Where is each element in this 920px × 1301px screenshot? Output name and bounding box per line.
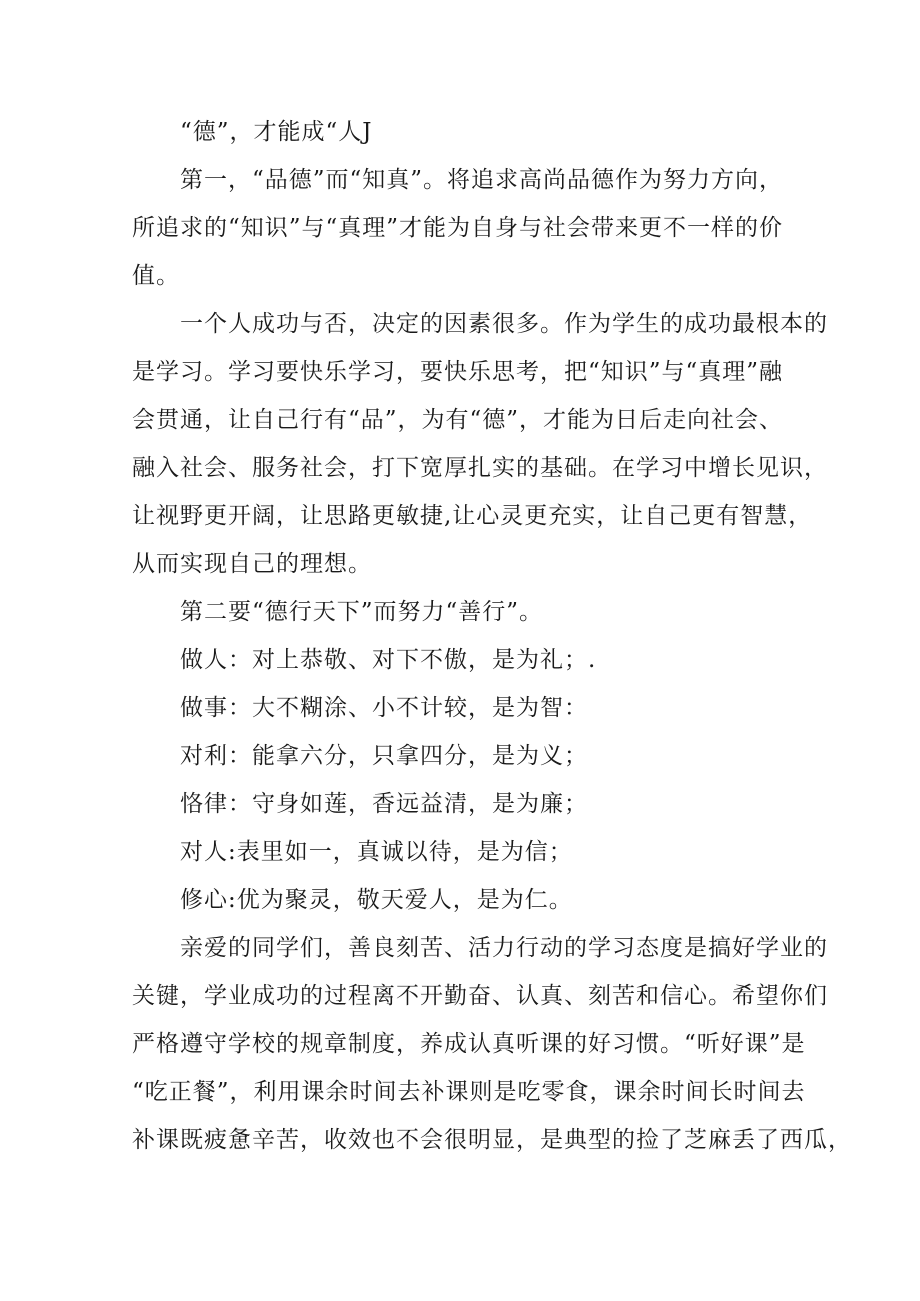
text-line: “德”，才能成“人J xyxy=(180,119,373,145)
text-line: 融入社会、服务社会，打下宽厚扎实的基础。在学习中增长见识， xyxy=(132,455,828,481)
text-line: 严格遵守学校的规章制度，养成认真听课的好习惯。“听好课”是 xyxy=(132,1031,806,1057)
text-line: 对人:表里如一，真诚以待，是为信； xyxy=(180,839,573,865)
text-line: 恪律：守身如莲，香远益清，是为廉； xyxy=(180,791,588,817)
text-line: 会贯通，让自己行有“品”，为有“德”，才能为日后走向社会、 xyxy=(132,407,784,433)
text-line: 做事：大不糊涂、小不计较，是为智： xyxy=(180,695,588,721)
text-line: 是学习。学习要快乐学习，要快乐思考，把“知识”与“真理”融 xyxy=(132,359,784,385)
text-line: 关键，学业成功的过程离不开勤奋、认真、刻苦和信心。希望你们 xyxy=(132,983,828,1009)
text-line: 补课既疲惫辛苦，收效也不会很明显，是典型的捡了芝麻丢了西瓜， xyxy=(132,1127,852,1153)
text-line: “吃正餐”，利用课余时间去补课则是吃零食，课余时间长时间去 xyxy=(132,1079,806,1105)
text-line: 亲爱的同学们，善良刻苦、活力行动的学习态度是搞好学业的 xyxy=(180,935,828,961)
text-line: 值。 xyxy=(132,263,180,289)
text-line: 所追求的“知识”与“真理”才能为自身与社会带来更不一样的价 xyxy=(132,215,784,241)
text-line: 做人：对上恭敬、对下不傲，是为礼；. xyxy=(180,647,597,673)
text-line: 从而实现自己的理想。 xyxy=(132,551,372,577)
text-line: 修心:优为聚灵，敬天爱人，是为仁。 xyxy=(180,887,573,913)
text-line: 让视野更开阔，让思路更敏捷,让心灵更充实，让自己更有智慧， xyxy=(132,503,813,529)
text-line: 第一，“品德”而“知真”。将追求高尚品德作为努力方向， xyxy=(180,167,784,193)
text-line: 一个人成功与否，决定的因素很多。作为学生的成功最根本的 xyxy=(180,311,828,337)
text-line: 对利：能拿六分，只拿四分，是为义； xyxy=(180,743,588,769)
text-line: 第二要“德行天下”而努力“善行”。 xyxy=(180,599,544,625)
